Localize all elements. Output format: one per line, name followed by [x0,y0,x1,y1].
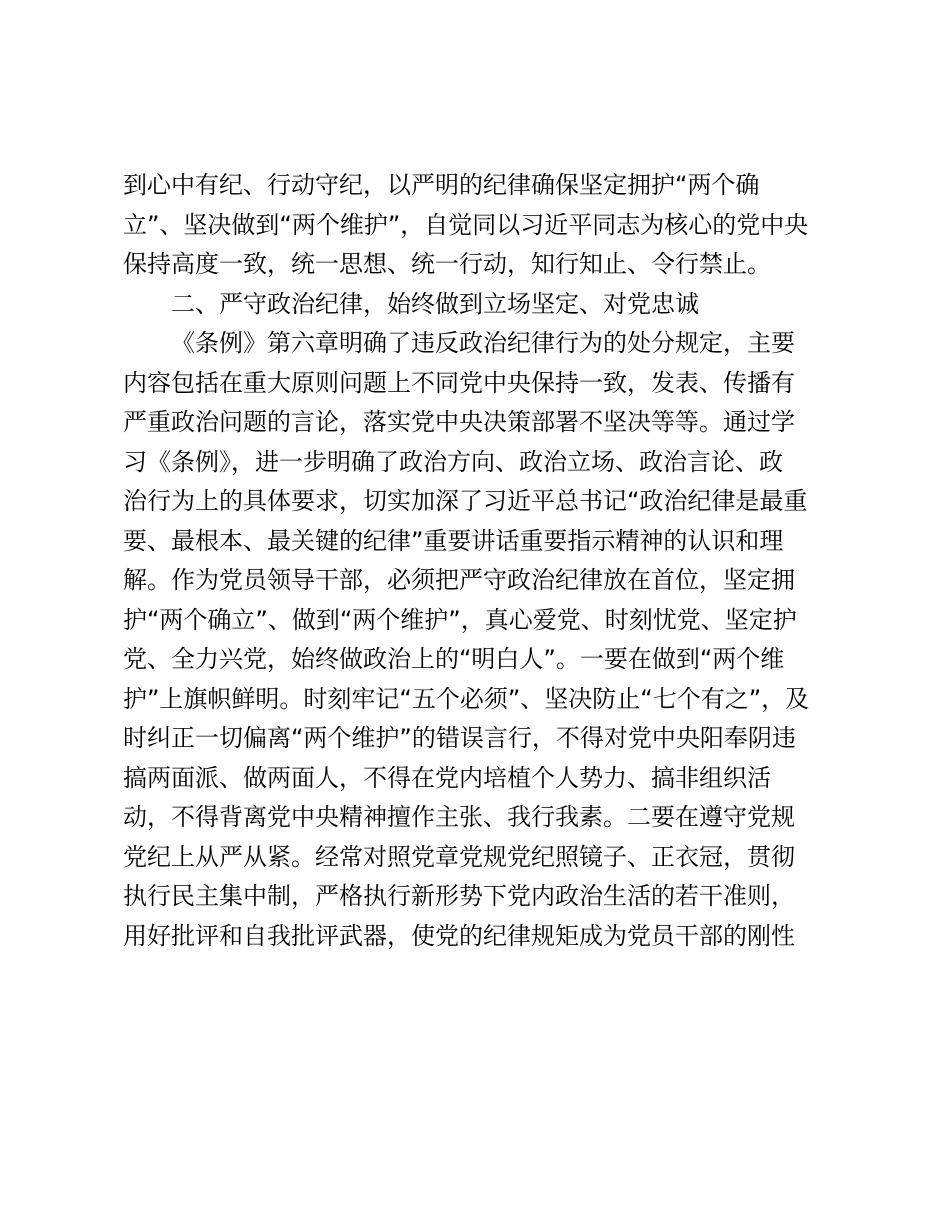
text-line: 立”、坚决做到“两个维护”，自觉同以习近平同志为核心的党中央 [123,210,809,239]
text-line: 搞两面派、做两面人，不得在党内培植个人势力、搞非组织活 [123,763,771,792]
text-line: 解。作为党员领导干部，必须把严守政治纪律放在首位，坚定拥 [123,566,795,594]
text-line: 严重政治问题的言论，落实党中央决策部署不坚决等等。通过学 [123,408,795,436]
text-line: 用好批评和自我批评武器，使党的纪律规矩成为党员干部的刚性 [123,921,795,950]
text-line: 党纪上从严从紧。经常对照党章党规党纪照镜子、正衣冠，贯彻 [123,842,795,871]
text-line: 执行民主集中制，严格执行新形势下党内政治生活的若干准则， [123,882,795,910]
text-line: 时纠正一切偏离“两个维护”的错误言行，不得对党中央阳奉阴违 [123,724,796,752]
text-line: 《条例》第六章明确了违反政治纪律行为的处分规定，主要 [171,329,795,357]
section-heading: 二、严守政治纪律，始终做到立场坚定、对党忠诚 [171,289,699,318]
text-line: 保持高度一致，统一思想、统一行动，知行知止、令行禁止。 [123,250,771,278]
text-line: 到心中有纪、行动守纪，以严明的纪律确保坚定拥护“两个确 [123,171,760,199]
text-line: 习《条例》，进一步明确了政治方向、政治立场、政治言论、政 [123,447,783,476]
body-text [123,166,843,956]
text-line: 动，不得背离党中央精神擅作主张、我行我素。二要在遵守党规 [123,803,795,831]
text-line: 要、最根本、最关键的纪律”重要讲话重要指示精神的认识和理 [123,526,784,555]
text-line: 护“两个确立”、做到“两个维护”，真心爱党、时刻忧党、坚定护 [123,605,797,634]
text-line: 内容包括在重大原则问题上不同党中央保持一致，发表、传播有 [123,368,795,397]
text-line: 护”上旗帜鲜明。时刻牢记“五个必须”、坚决防止“七个有之”，及 [123,684,810,713]
text-line: 党、全力兴党，始终做政治上的“明白人”。一要在做到“两个维 [123,645,785,673]
text-line: 治行为上的具体要求，切实加深了习近平总书记“政治纪律是最重 [123,487,808,515]
